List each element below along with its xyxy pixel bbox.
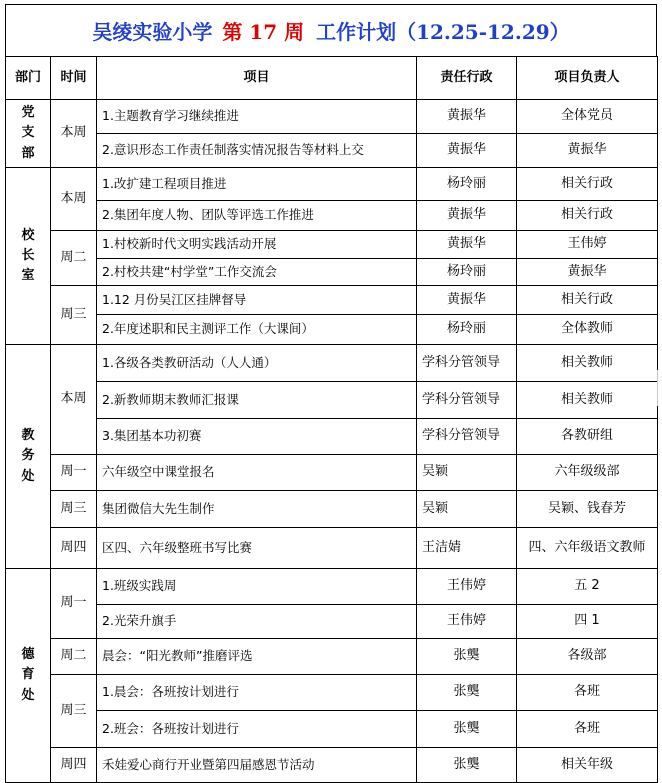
dept-char: 室 [21,268,35,284]
dept-char: 教 [21,428,35,444]
owner-cell: 王伟婷 [517,231,658,259]
item-cell: 1.改扩建工程项目推进 [97,168,417,201]
title-plan: 工作计划（12.25-12.29） [316,20,570,44]
item-cell: 1.各级各类教研活动（人人通） [97,345,417,382]
owner-cell: 全体教师 [517,315,658,345]
table-row [6,675,658,711]
item-cell: 2.集团年度人物、团队等评选工作推进 [97,201,417,231]
dept-party-branch [6,100,51,168]
item-cell: 2.班会：各班按计划进行 [97,711,417,748]
admin-cell: 杨玲丽 [417,168,517,201]
owner-cell: 吴颖、钱春芳 [517,491,658,528]
time-cell: 周一 [51,455,97,491]
dept-principal-office [6,168,51,345]
table-row [6,455,658,491]
admin-cell: 学科分管领导 [417,419,517,455]
admin-cell: 张龑 [417,711,517,748]
time-cell: 本周 [51,100,97,168]
dept-academic-affairs [6,345,51,569]
admin-cell: 王伟婷 [417,605,517,639]
header-owner: 项目负责人 [517,57,658,100]
admin-cell: 黄振华 [417,231,517,259]
page-title [5,4,657,56]
owner-cell: 四 1 [517,605,658,639]
dept-char: 校 [21,227,35,243]
owner-cell: 相关行政 [517,201,658,231]
work-plan-table [5,56,658,783]
admin-cell: 学科分管领导 [417,382,517,419]
dept-char: 务 [21,448,35,464]
admin-cell: 张龑 [417,675,517,711]
item-cell: 晨会：“阳光教师”推磨评选 [97,639,417,675]
item-cell: 1.班级实践周 [97,569,417,605]
owner-cell: 黄振华 [517,134,658,168]
item-cell: 2.新教师期末教师汇报课 [97,382,417,419]
admin-cell: 王伟婷 [417,569,517,605]
time-cell: 周三 [51,675,97,748]
owner-cell: 相关行政 [517,168,658,201]
owner-cell: 相关年级 [517,748,658,783]
time-cell: 周三 [51,286,97,345]
table-row [6,286,658,315]
dept-char: 处 [21,468,35,484]
table-row [6,231,658,259]
admin-cell: 王洁婧 [417,528,517,569]
table-row [6,419,658,455]
admin-cell: 杨玲丽 [417,315,517,345]
time-cell: 本周 [51,345,97,455]
dept-char: 处 [21,687,35,703]
owner-cell: 相关教师 [517,345,658,382]
owner-cell: 五 2 [517,569,658,605]
item-cell: 1.村校新时代文明实践活动开展 [97,231,417,259]
dept-char: 支 [21,125,35,141]
table-row [6,168,658,201]
owner-cell: 四、六年级语文教师 [517,528,658,569]
dept-char: 长 [21,247,35,263]
item-cell: 禾娃爱心商行开业暨第四届感恩节活动 [97,748,417,783]
owner-cell: 各班 [517,711,658,748]
admin-cell: 吴颖 [417,491,517,528]
table-row [6,711,658,748]
table-row [6,259,658,286]
time-cell: 周四 [51,748,97,783]
time-cell: 周二 [51,639,97,675]
owner-cell: 黄振华 [517,259,658,286]
admin-cell: 黄振华 [417,100,517,134]
table-row [6,569,658,605]
dept-char: 党 [21,105,35,121]
header-admin: 责任行政 [417,57,517,100]
owner-cell: 六年级级部 [517,455,658,491]
owner-cell: 各班 [517,675,658,711]
item-cell: 区四、六年级整班书写比赛 [97,528,417,569]
admin-cell: 张龑 [417,639,517,675]
admin-cell: 黄振华 [417,201,517,231]
table-row [6,100,658,134]
item-cell: 1.12 月份吴江区挂牌督导 [97,286,417,315]
item-cell: 2.年度述职和民主测评工作（大课间） [97,315,417,345]
admin-cell: 杨玲丽 [417,259,517,286]
owner-cell: 相关教师 [517,382,658,419]
item-cell: 2.光荣升旗手 [97,605,417,639]
page-edge-divider [657,370,662,406]
admin-cell: 吴颖 [417,455,517,491]
header-dept: 部门 [6,57,51,100]
time-cell: 周四 [51,528,97,569]
header-time: 时间 [51,57,97,100]
admin-cell: 张龑 [417,748,517,783]
table-row [6,134,658,168]
owner-cell: 相关行政 [517,286,658,315]
admin-cell: 黄振华 [417,286,517,315]
table-row [6,748,658,783]
admin-cell: 黄振华 [417,134,517,168]
owner-cell: 全体党员 [517,100,658,134]
table-row [6,345,658,382]
time-cell: 周一 [51,569,97,639]
time-cell: 本周 [51,168,97,231]
time-cell: 周三 [51,491,97,528]
dept-char: 部 [21,145,35,161]
title-school: 吴绫实验小学 [92,20,213,44]
item-cell: 2.意识形态工作责任制落实情况报告等材料上交 [97,134,417,168]
table-row [6,491,658,528]
header-item: 项目 [97,57,417,100]
table-row [6,201,658,231]
item-cell: 2.村校共建“村学堂”工作交流会 [97,259,417,286]
item-cell: 1.晨会：各班按计划进行 [97,675,417,711]
item-cell: 六年级空中课堂报名 [97,455,417,491]
table-row [6,528,658,569]
table-row [6,639,658,675]
item-cell: 集团微信大先生制作 [97,491,417,528]
table-row [6,315,658,345]
owner-cell: 各教研组 [517,419,658,455]
time-cell: 周二 [51,231,97,286]
dept-char: 育 [21,667,35,683]
table-row [6,382,658,419]
dept-char: 德 [21,647,35,663]
header-row [6,57,658,100]
item-cell: 3.集团基本功初赛 [97,419,417,455]
dept-moral-education [6,569,51,783]
item-cell: 1.主题教育学习继续推进 [97,100,417,134]
owner-cell: 各级部 [517,639,658,675]
table-row [6,605,658,639]
title-week: 第 17 周 [222,20,305,44]
admin-cell: 学科分管领导 [417,345,517,382]
